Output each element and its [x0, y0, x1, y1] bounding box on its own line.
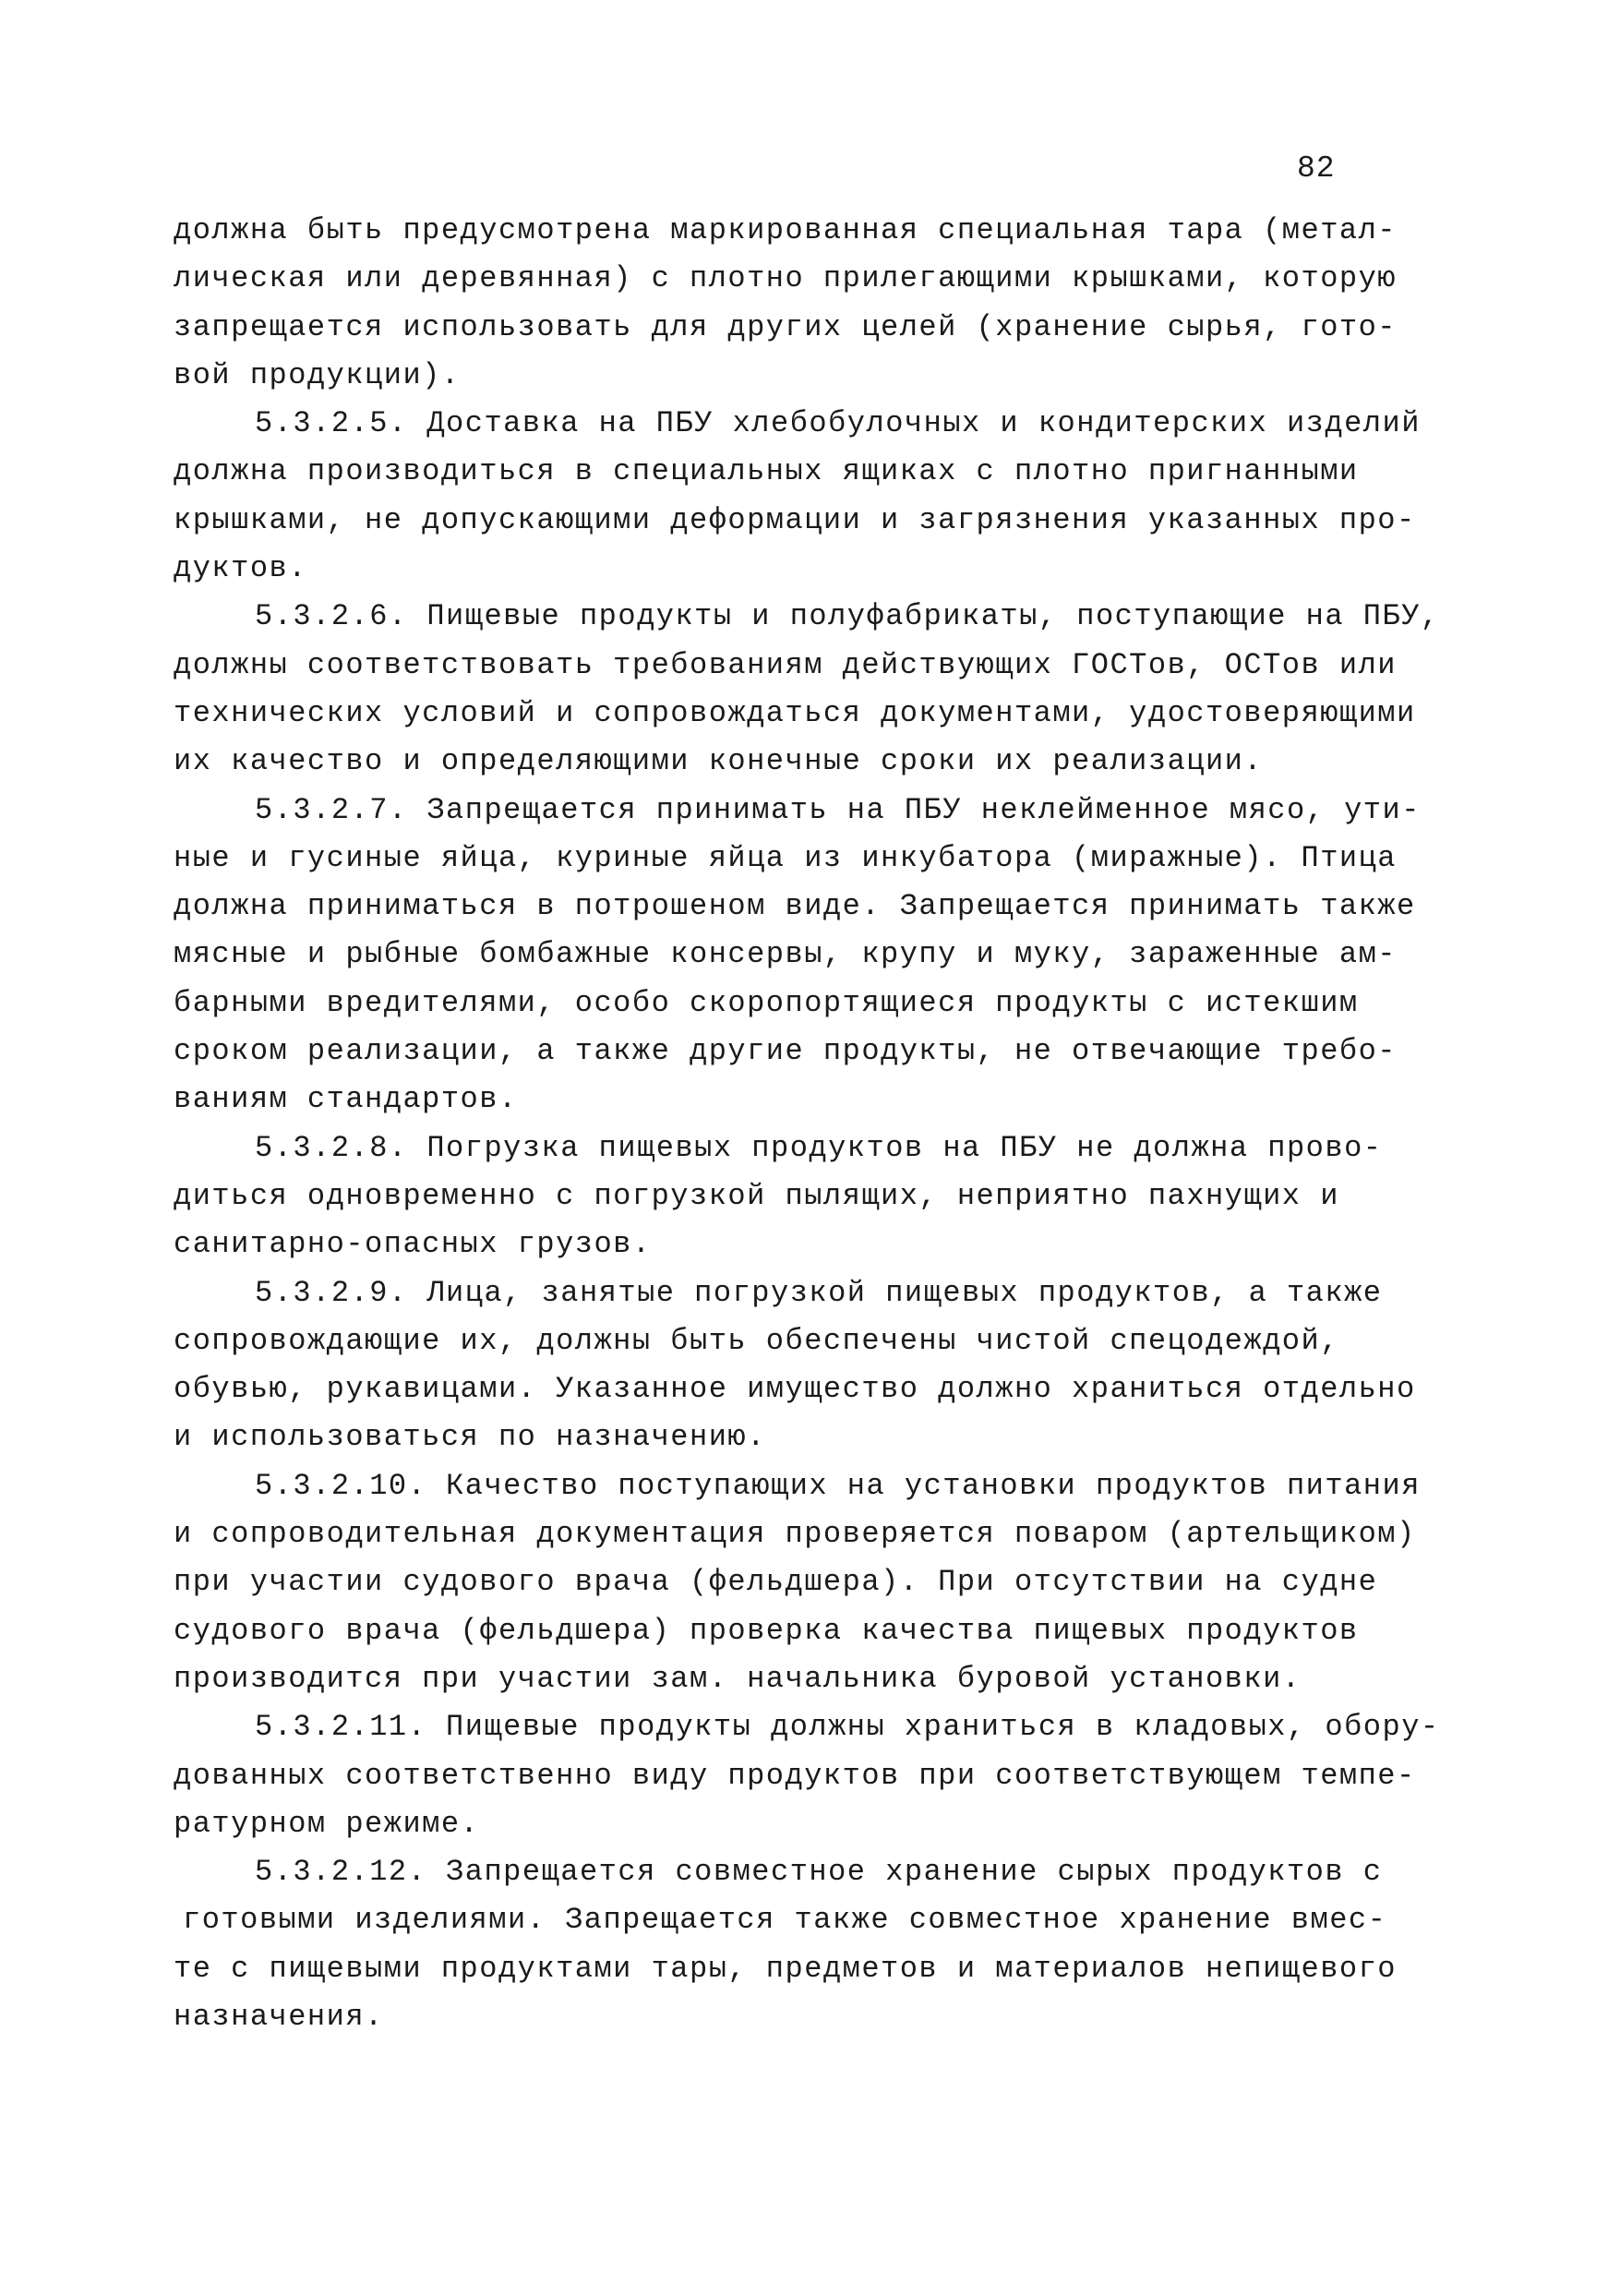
paragraph-start-line: 5.3.2.5. Доставка на ПБУ хлебобулочных и кондитерских изделий — [255, 406, 1421, 441]
page-number: 82 — [1297, 151, 1336, 186]
text-line: должны соответствовать требованиям действующих ГОСТов, ОСТов или — [174, 647, 1397, 682]
text-line: ваниям стандартов. — [174, 1082, 518, 1117]
body-text — [174, 207, 1503, 2041]
text-line: лическая или деревянная) с плотно прилегающими крышками, которую — [174, 261, 1397, 296]
text-line: их качество и определяющими конечные сроки их реализации. — [174, 744, 1264, 779]
text-line: обувью, рукавицами. Указанное имущество должно храниться отдельно — [174, 1372, 1416, 1407]
text-line: диться одновременно с погрузкой пылящих, неприятно пахнущих и — [174, 1178, 1339, 1213]
text-line: производится при участии зам. начальника буровой установки. — [174, 1661, 1302, 1696]
text-line: при участии судового врача (фельдшера). При отсутствии на судне — [174, 1565, 1378, 1600]
text-line: те с пищевыми продуктами тары, предметов и материалов непищевого — [174, 1951, 1397, 1986]
paragraph-start-line: 5.3.2.7. Запрещается принимать на ПБУ неклейменное мясо, ути- — [255, 792, 1421, 827]
paragraph-start-line: 5.3.2.11. Пищевые продукты должны храниться в кладовых, обору- — [255, 1710, 1440, 1745]
text-line: технических условий и сопровождаться документами, удостоверяющими — [174, 695, 1416, 730]
text-line: готовыми изделиями. Запрещается также совместное хранение вмес- — [183, 1903, 1387, 1938]
text-line: судового врача (фельдшера) проверка качества пищевых продуктов — [174, 1613, 1359, 1648]
text-line: назначения. — [174, 1999, 384, 2034]
text-line: должна приниматься в потрошеном виде. Запрещается принимать также — [174, 889, 1416, 924]
text-line: должна быть предусмотрена маркированная специальная тара (метал- — [174, 213, 1397, 247]
text-line: сроком реализации, а также другие продукты, не отвечающие требо- — [174, 1034, 1397, 1069]
text-line: санитарно-опасных грузов. — [174, 1227, 652, 1262]
text-line: запрещается использовать для других целей (хранение сырья, гото- — [174, 309, 1397, 344]
text-line: крышками, не допускающими деформации и загрязнения указанных про- — [174, 502, 1416, 537]
text-line: должна производиться в специальных ящиках с плотно пригнанными — [174, 454, 1359, 489]
text-line: и использоваться по назначению. — [174, 1420, 766, 1455]
text-line: сопровождающие их, должны быть обеспечены чистой спецодеждой, — [174, 1323, 1339, 1358]
paragraph-start-line: 5.3.2.9. Лица, занятые погрузкой пищевых продуктов, а также — [255, 1275, 1383, 1310]
text-line: мясные и рыбные бомбажные консервы, крупу и муку, зараженные ам- — [174, 937, 1397, 972]
paragraph-start-line: 5.3.2.12. Запрещается совместное хранение сырых продуктов с — [255, 1855, 1383, 1890]
text-line: дованных соответственно виду продуктов при соответствующем темпе- — [174, 1758, 1416, 1793]
paragraph-start-line: 5.3.2.6. Пищевые продукты и полуфабрикаты, поступающие на ПБУ, — [255, 599, 1440, 634]
text-line: и сопроводительная документация проверяется поваром (артельщиком) — [174, 1517, 1416, 1552]
text-line: ратурном режиме. — [174, 1806, 480, 1841]
paragraph-start-line: 5.3.2.10. Качество поступающих на установки продуктов питания — [255, 1468, 1421, 1503]
text-line: вой продукции). — [174, 357, 461, 392]
paragraph-start-line: 5.3.2.8. Погрузка пищевых продуктов на ПБУ не должна прово- — [255, 1130, 1383, 1165]
text-line: ные и гусиные яйца, куриные яйца из инкубатора (миражные). Птица — [174, 840, 1397, 875]
text-line: дуктов. — [174, 551, 307, 586]
text-line: барными вредителями, особо скоропортящиеся продукты с истекшим — [174, 985, 1359, 1020]
